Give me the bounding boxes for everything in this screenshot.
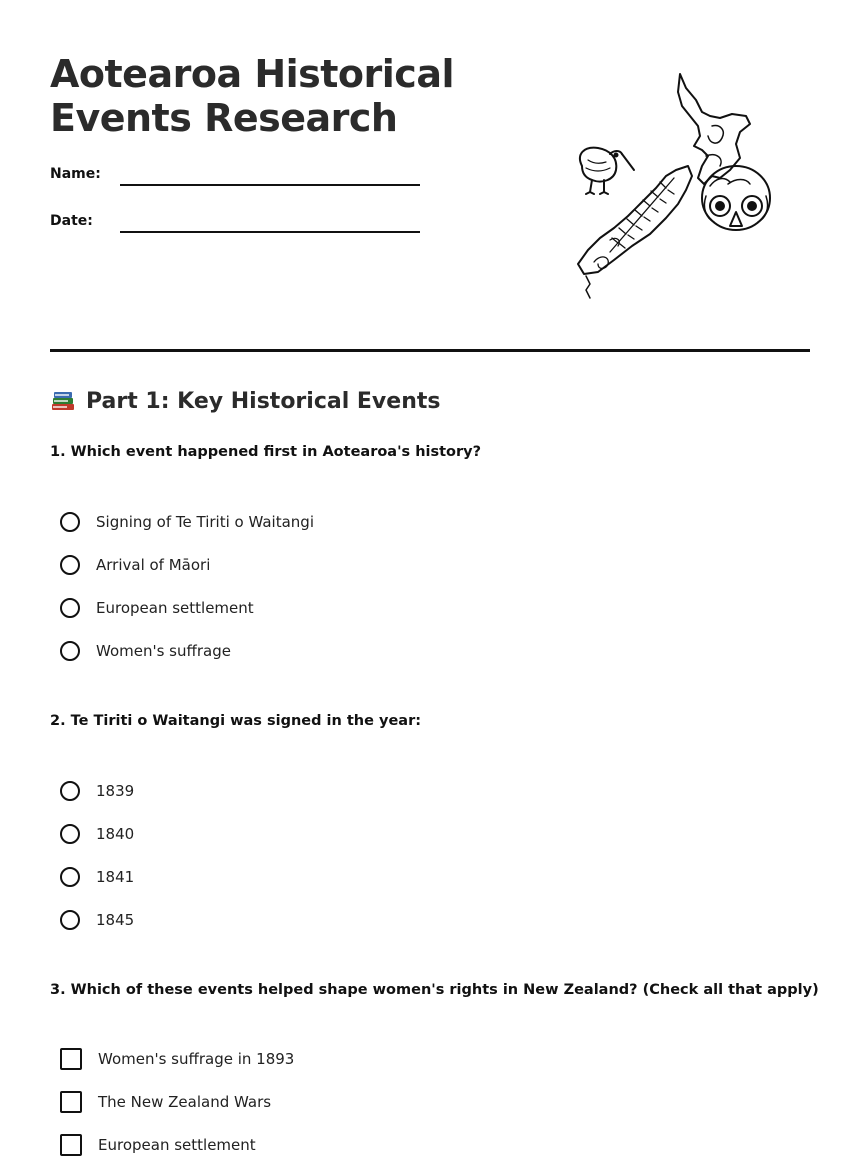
section-heading	[50, 388, 440, 414]
radio-button[interactable]	[60, 910, 80, 930]
aotearoa-map-illustration	[570, 66, 780, 302]
option-european-settlement[interactable]	[60, 586, 314, 629]
name-label: Name:	[50, 166, 101, 182]
option-label: 1840	[96, 824, 135, 843]
date-label: Date:	[50, 213, 93, 229]
question-3-options	[60, 1037, 294, 1166]
name-field[interactable]	[50, 166, 420, 182]
option-label: Signing of Te Tiriti o Waitangi	[96, 512, 314, 531]
option-signing-te-tiriti[interactable]	[60, 500, 314, 543]
title-line-1: Aotearoa Historical	[50, 52, 454, 96]
radio-button[interactable]	[60, 512, 80, 532]
question-3-text: 3. Which of these events helped shape women's rights in New Zealand? (Check all that apply)	[50, 982, 819, 998]
date-field[interactable]	[50, 213, 420, 229]
radio-button[interactable]	[60, 641, 80, 661]
option-womens-suffrage-1893[interactable]	[60, 1037, 294, 1080]
question-2-text: 2. Te Tiriti o Waitangi was signed in the year:	[50, 713, 422, 729]
worksheet-header	[50, 52, 470, 229]
option-label: Arrival of Māori	[96, 555, 211, 574]
option-label: 1841	[96, 867, 135, 886]
option-label: European settlement	[98, 1135, 256, 1154]
section-divider	[50, 349, 810, 352]
option-label: 1845	[96, 910, 135, 929]
option-european-settlement-q3[interactable]	[60, 1123, 294, 1166]
question-1	[50, 444, 830, 660]
radio-button[interactable]	[60, 824, 80, 844]
radio-button[interactable]	[60, 781, 80, 801]
question-1-options	[60, 500, 314, 672]
option-label: Women's suffrage	[96, 641, 231, 660]
option-nz-wars[interactable]	[60, 1080, 294, 1123]
option-label: 1839	[96, 781, 135, 800]
option-womens-suffrage[interactable]	[60, 629, 314, 672]
option-1840[interactable]	[60, 812, 134, 855]
radio-button[interactable]	[60, 867, 80, 887]
radio-button[interactable]	[60, 598, 80, 618]
option-arrival-maori[interactable]	[60, 543, 314, 586]
question-3	[50, 982, 830, 1154]
checkbox[interactable]	[60, 1134, 82, 1156]
question-2	[50, 713, 830, 929]
kiwi-bird-icon	[580, 148, 634, 194]
option-label: Women's suffrage in 1893	[98, 1049, 295, 1068]
checkbox[interactable]	[60, 1091, 82, 1113]
date-line[interactable]	[120, 231, 420, 233]
maori-carving-face-icon	[702, 166, 770, 230]
checkbox[interactable]	[60, 1048, 82, 1070]
south-island-shape	[578, 166, 692, 274]
section-title-text: Part 1: Key Historical Events	[86, 388, 441, 414]
question-1-text: 1. Which event happened first in Aotearoa's history?	[50, 444, 482, 460]
books-icon	[50, 388, 76, 414]
option-label: The New Zealand Wars	[98, 1092, 272, 1111]
title-line-2: Events Research	[50, 96, 398, 140]
radio-button[interactable]	[60, 555, 80, 575]
question-2-options	[60, 769, 134, 941]
option-1839[interactable]	[60, 769, 134, 812]
page-title	[50, 52, 470, 140]
option-label: European settlement	[96, 598, 254, 617]
name-line[interactable]	[120, 184, 420, 186]
option-1841[interactable]	[60, 855, 134, 898]
option-1845[interactable]	[60, 898, 134, 941]
